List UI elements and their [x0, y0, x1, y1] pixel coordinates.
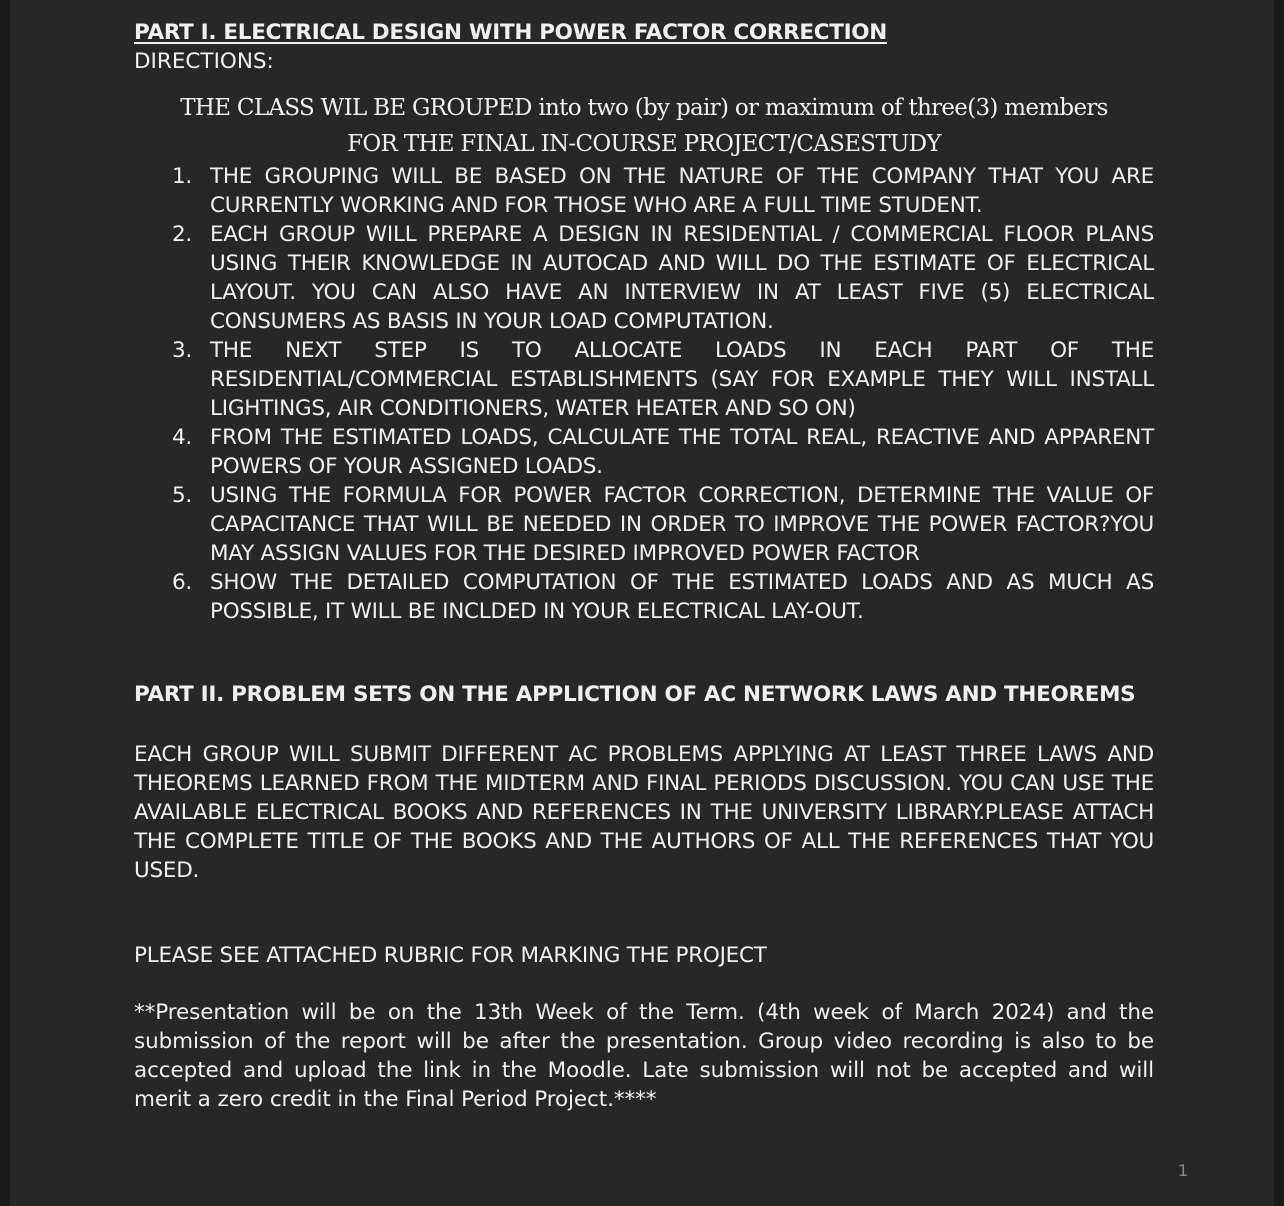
list-item — [134, 220, 1154, 336]
step-number: 3. — [172, 338, 193, 363]
step-text: EACH GROUP WILL PREPARE A DESIGN IN RESIDENTIAL / COMMERCIAL FLOOR PLANS USING THEIR KNOWLEDGE IN AUTOCAD AND WILL DO THE ESTIMATE OF ELECTRICAL LAYOUT. YOU CAN ALSO HAVE AN INTERVIEW IN AT LEAST FIVE (5) ELECTRICAL CONSUMERS AS BASIS IN YOUR LOAD COMPUTATION. — [210, 222, 1154, 334]
step-number: 5. — [172, 483, 193, 508]
rubric-note: PLEASE SEE ATTACHED RUBRIC FOR MARKING THE PROJECT — [134, 943, 767, 968]
step-text: USING THE FORMULA FOR POWER FACTOR CORRECTION, DETERMINE THE VALUE OF CAPACITANCE THAT WILL BE NEEDED IN ORDER TO IMPROVE THE POWER FACTOR?YOU MAY ASSIGN VALUES FOR THE DESIRED IMPROVED POWER FACTOR — [210, 483, 1154, 566]
steps-list — [134, 162, 1154, 626]
list-item — [134, 423, 1154, 481]
step-number: 6. — [172, 570, 193, 595]
step-text: THE NEXT STEP IS TO ALLOCATE LOADS IN EACH PART OF THE RESIDENTIAL/COMMERCIAL ESTABLISHMENTS (SAY FOR EXAMPLE THEY WILL INSTALL LIGHTINGS, AIR CONDITIONERS, WATER HEATER AND SO ON) — [210, 338, 1154, 421]
page-content — [134, 18, 1154, 1114]
document-page — [10, 0, 1274, 1206]
page-number: 1 — [1177, 1161, 1188, 1180]
step-text: FROM THE ESTIMATED LOADS, CALCULATE THE TOTAL REAL, REACTIVE AND APPARENT POWERS OF YOUR ASSIGNED LOADS. — [210, 425, 1154, 479]
intro-line-1: THE CLASS WIL BE GROUPED into two (by pair) or maximum of three(3) members — [180, 95, 1108, 121]
step-number: 4. — [172, 425, 193, 450]
list-item — [134, 568, 1154, 626]
intro-line-2: FOR THE FINAL IN-COURSE PROJECT/CASESTUDY — [347, 131, 941, 157]
step-text: THE GROUPING WILL BE BASED ON THE NATURE OF THE COMPANY THAT YOU ARE CURRENTLY WORKING AND FOR THOSE WHO ARE A FULL TIME STUDENT. — [210, 164, 1154, 218]
presentation-note: **Presentation will be on the 13th Week of the Term. (4th week of March 2024) and the submission of the report will be after the presentation. Group video recording is also to be accepted and upload the link in the Moodle. Late submission will not be accepted and will merit a zero credit in the Final Period Project.**** — [134, 1000, 1154, 1112]
part2-heading: PART II. PROBLEM SETS ON THE APPLICTION OF AC NETWORK LAWS AND THEOREMS — [134, 682, 1136, 707]
list-item — [134, 336, 1154, 423]
list-item — [134, 162, 1154, 220]
step-text: SHOW THE DETAILED COMPUTATION OF THE ESTIMATED LOADS AND AS MUCH AS POSSIBLE, IT WILL BE INCLDED IN YOUR ELECTRICAL LAY-OUT. — [210, 570, 1154, 624]
step-number: 2. — [172, 222, 193, 247]
list-item — [134, 481, 1154, 568]
step-number: 1. — [172, 164, 193, 189]
part2-paragraph: EACH GROUP WILL SUBMIT DIFFERENT AC PROBLEMS APPLYING AT LEAST THREE LAWS AND THEOREMS LEARNED FROM THE MIDTERM AND FINAL PERIODS DISCUSSION. YOU CAN USE THE AVAILABLE ELECTRICAL BOOKS AND REFERENCES IN THE UNIVERSITY LIBRARY.PLEASE ATTACH THE COMPLETE TITLE OF THE BOOKS AND THE AUTHORS OF ALL THE REFERENCES THAT YOU USED. — [134, 742, 1154, 883]
part1-heading: PART I. ELECTRICAL DESIGN WITH POWER FACTOR CORRECTION — [134, 20, 887, 45]
directions-label: DIRECTIONS: — [134, 49, 274, 74]
